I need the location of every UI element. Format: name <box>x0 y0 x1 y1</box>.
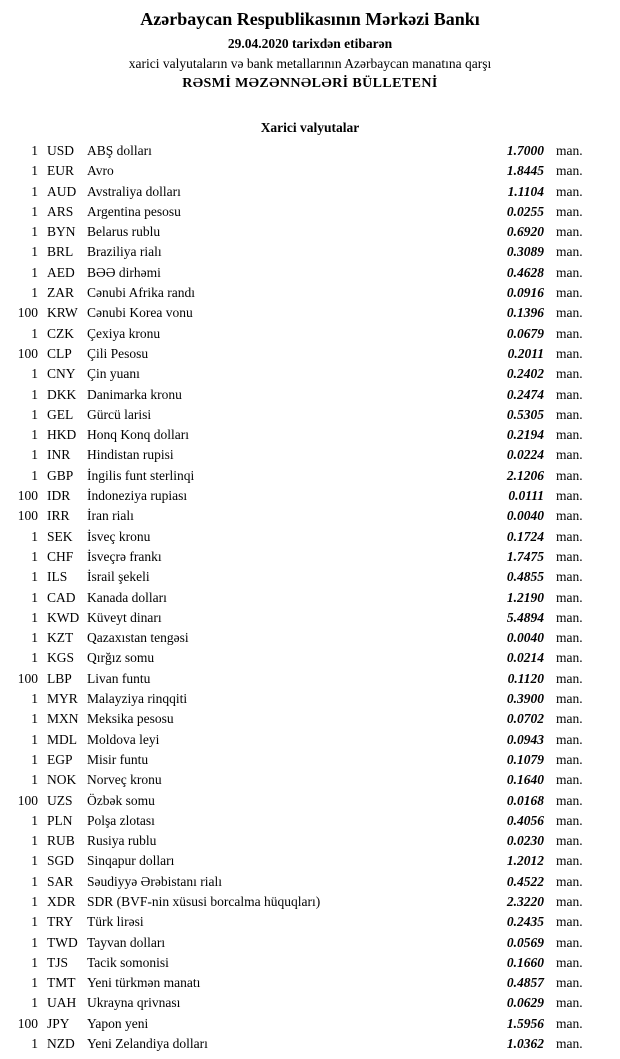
rate-cell: 0.2402 <box>506 366 544 382</box>
quantity-cell: 1 <box>31 264 38 280</box>
currency-name-cell: Çin yuanı <box>87 366 140 382</box>
unit-cell: man. <box>556 975 583 991</box>
unit-cell: man. <box>556 569 583 585</box>
quantity-cell: 1 <box>31 751 38 767</box>
table-row <box>8 326 594 346</box>
unit-cell: man. <box>556 203 583 219</box>
currency-name-cell: Livan funtu <box>87 670 151 686</box>
currency-name-cell: Yeni türkmən manatı <box>87 975 201 991</box>
table-row <box>8 894 594 914</box>
currency-name-cell: Səudiyyə Ərəbistanı rialı <box>87 873 222 889</box>
quantity-cell: 1 <box>31 1036 38 1052</box>
currency-code-cell: AED <box>47 264 75 280</box>
quantity-cell: 100 <box>17 508 38 524</box>
rate-cell: 1.1104 <box>507 183 544 199</box>
currency-code-cell: DKK <box>47 386 77 402</box>
table-row <box>8 955 594 975</box>
currency-name-cell: İndoneziya rupiası <box>87 488 188 504</box>
rate-cell: 1.2190 <box>506 589 544 605</box>
rate-cell: 1.2012 <box>506 853 544 869</box>
unit-cell: man. <box>556 548 583 564</box>
currency-name-cell: Gürcü larisi <box>87 406 152 422</box>
rate-cell: 0.0702 <box>506 711 544 727</box>
unit-cell: man. <box>556 731 583 747</box>
bank-title: Azərbaycan Respublikasının Mərkəzi Bankı <box>140 9 480 29</box>
rate-cell: 1.7475 <box>506 548 544 564</box>
unit-cell: man. <box>556 1015 583 1031</box>
currency-code-cell: IRR <box>47 508 70 524</box>
unit-cell: man. <box>556 873 583 889</box>
currency-name-cell: Meksika pesosu <box>87 711 174 727</box>
unit-cell: man. <box>556 853 583 869</box>
currency-code-cell: SAR <box>47 873 74 889</box>
table-row <box>8 752 594 772</box>
currency-name-cell: Argentina pesosu <box>87 203 181 219</box>
unit-cell: man. <box>556 285 583 301</box>
rate-cell: 0.4628 <box>506 264 544 280</box>
table-row <box>8 691 594 711</box>
quantity-cell: 1 <box>31 731 38 747</box>
currency-code-cell: XDR <box>47 893 76 909</box>
rate-cell: 0.0224 <box>506 447 544 463</box>
quantity-cell: 1 <box>31 812 38 828</box>
table-row <box>8 772 594 792</box>
currency-code-cell: BYN <box>47 224 76 240</box>
currency-code-cell: HKD <box>47 427 77 443</box>
unit-cell: man. <box>556 609 583 625</box>
unit-cell: man. <box>556 488 583 504</box>
currency-code-cell: EGP <box>47 751 73 767</box>
unit-cell: man. <box>556 893 583 909</box>
table-row <box>8 366 594 386</box>
rate-cell: 0.1396 <box>506 305 544 321</box>
currency-code-cell: CNY <box>47 366 76 382</box>
currency-name-cell: Qazaxıstan tengəsi <box>87 630 189 646</box>
currency-code-cell: CAD <box>47 589 76 605</box>
currency-name-cell: Çili Pesosu <box>87 345 149 361</box>
currency-name-cell: Danimarka kronu <box>87 386 182 402</box>
currency-name-cell: Malayziya rinqqiti <box>87 691 188 707</box>
bulletin-title: RƏSMİ MƏZƏNNƏLƏRİ BÜLLETENİ <box>182 76 438 91</box>
currency-name-cell: ABŞ dolları <box>87 143 152 158</box>
quantity-cell: 1 <box>31 406 38 422</box>
quantity-cell: 1 <box>31 589 38 605</box>
currency-name-cell: Qırğız somu <box>87 650 155 666</box>
table-row <box>8 1036 594 1056</box>
unit-cell: man. <box>556 143 583 158</box>
currency-name-cell: Misir funtu <box>87 751 149 767</box>
currency-name-cell: Küveyt dinarı <box>87 609 162 625</box>
quantity-cell: 1 <box>31 447 38 463</box>
quantity-cell: 1 <box>31 386 38 402</box>
rate-cell: 0.3900 <box>506 691 544 707</box>
currency-code-cell: TJS <box>47 954 69 970</box>
currency-name-cell: İsrail şekeli <box>87 569 150 585</box>
rate-cell: 0.4056 <box>506 812 544 828</box>
rate-cell: 0.3089 <box>506 244 544 260</box>
unit-cell: man. <box>556 447 583 463</box>
currency-code-cell: RUB <box>47 833 75 849</box>
currency-code-cell: GBP <box>47 467 74 483</box>
quantity-cell: 1 <box>31 995 38 1011</box>
unit-cell: man. <box>556 528 583 544</box>
unit-cell: man. <box>556 264 583 280</box>
currency-name-cell: Rusiya rublu <box>87 833 157 849</box>
quantity-cell: 1 <box>31 163 38 179</box>
table-row <box>8 407 594 427</box>
table-row <box>8 468 594 488</box>
rate-cell: 0.5305 <box>506 406 544 422</box>
currency-name-cell: BƏƏ dirhəmi <box>87 264 161 280</box>
rate-cell: 0.6920 <box>506 224 544 240</box>
currency-code-cell: KGS <box>47 650 75 666</box>
quantity-cell: 1 <box>31 772 38 788</box>
table-row <box>8 387 594 407</box>
currency-code-cell: UZS <box>47 792 73 808</box>
unit-cell: man. <box>556 934 583 950</box>
currency-name-cell: Moldova leyi <box>87 731 160 747</box>
table-row <box>8 975 594 995</box>
currency-name-cell: Cənubi Korea vonu <box>87 305 193 321</box>
currency-code-cell: TRY <box>47 914 74 930</box>
currency-code-cell: MXN <box>47 711 79 727</box>
unit-cell: man. <box>556 792 583 808</box>
currency-name-cell: Çexiya kronu <box>87 325 161 341</box>
table-row <box>8 305 594 325</box>
rate-cell: 0.1079 <box>506 751 544 767</box>
currency-name-cell: İsveç kronu <box>87 528 151 544</box>
quantity-cell: 1 <box>31 873 38 889</box>
quantity-cell: 1 <box>31 650 38 666</box>
quantity-cell: 1 <box>31 325 38 341</box>
rate-cell: 0.0916 <box>506 285 544 301</box>
currency-code-cell: GEL <box>47 406 74 422</box>
bulletin-subtitle: xarici valyutaların və bank metallarının Azərbaycan manatına qarşı <box>128 56 492 71</box>
table-row <box>8 569 594 589</box>
table-row <box>8 346 594 366</box>
currency-code-cell: JPY <box>47 1015 70 1031</box>
rate-cell: 0.4522 <box>506 873 544 889</box>
quantity-cell: 1 <box>31 224 38 240</box>
rate-cell: 0.2435 <box>506 914 544 930</box>
currency-code-cell: ILS <box>47 569 68 585</box>
unit-cell: man. <box>556 427 583 443</box>
quantity-cell: 1 <box>31 569 38 585</box>
table-row <box>8 224 594 244</box>
table-row <box>8 914 594 934</box>
currency-code-cell: TWD <box>47 934 78 950</box>
quantity-cell: 1 <box>31 711 38 727</box>
unit-cell: man. <box>556 812 583 828</box>
currency-code-cell: TMT <box>47 975 76 991</box>
table-row <box>8 711 594 731</box>
table-row <box>8 833 594 853</box>
quantity-cell: 100 <box>17 792 38 808</box>
unit-cell: man. <box>556 650 583 666</box>
unit-cell: man. <box>556 995 583 1011</box>
currency-name-cell: Tacik somonisi <box>87 954 169 970</box>
currency-code-cell: CLP <box>47 345 72 361</box>
quantity-cell: 1 <box>31 183 38 199</box>
quantity-cell: 1 <box>31 143 38 158</box>
rate-cell: 0.0629 <box>506 995 544 1011</box>
rate-cell: 0.0679 <box>506 325 544 341</box>
unit-cell: man. <box>556 954 583 970</box>
quantity-cell: 1 <box>31 914 38 930</box>
currency-code-cell: SEK <box>47 528 73 544</box>
quantity-cell: 1 <box>31 548 38 564</box>
rate-cell: 0.0111 <box>508 488 544 504</box>
rate-cell: 1.7000 <box>506 143 544 158</box>
rate-cell: 0.2011 <box>507 345 544 361</box>
rate-cell: 0.1724 <box>506 528 544 544</box>
currency-code-cell: CZK <box>47 325 74 341</box>
currency-name-cell: İran rialı <box>87 508 134 524</box>
rate-cell: 1.5956 <box>506 1015 544 1031</box>
table-row <box>8 935 594 955</box>
currency-code-cell: EUR <box>47 163 74 179</box>
quantity-cell: 1 <box>31 853 38 869</box>
currency-name-cell: Sinqapur dolları <box>87 853 175 869</box>
rate-cell: 0.1660 <box>506 954 544 970</box>
rate-cell: 0.2194 <box>506 427 544 443</box>
unit-cell: man. <box>556 183 583 199</box>
rate-cell: 2.3220 <box>506 893 544 909</box>
table-row <box>8 244 594 264</box>
table-row <box>8 143 594 163</box>
currency-code-cell: ZAR <box>47 285 74 301</box>
rate-cell: 0.0230 <box>506 833 544 849</box>
currency-code-cell: CHF <box>47 548 74 564</box>
currency-name-cell: Avstraliya dolları <box>87 183 181 199</box>
currency-name-cell: Honq Konq dolları <box>87 427 189 443</box>
unit-cell: man. <box>556 711 583 727</box>
quantity-cell: 100 <box>17 1015 38 1031</box>
currency-name-cell: İsveçrə frankı <box>87 548 162 564</box>
currency-name-cell: Polşa zlotası <box>87 812 155 828</box>
quantity-cell: 1 <box>31 609 38 625</box>
quantity-cell: 1 <box>31 427 38 443</box>
unit-cell: man. <box>556 305 583 321</box>
table-row <box>8 793 594 813</box>
rate-cell: 0.0214 <box>506 650 544 666</box>
currency-name-cell: Türk lirəsi <box>87 914 144 930</box>
unit-cell: man. <box>556 345 583 361</box>
quantity-cell: 1 <box>31 833 38 849</box>
table-row <box>8 650 594 670</box>
table-row <box>8 163 594 183</box>
table-row <box>8 529 594 549</box>
quantity-cell: 100 <box>17 488 38 504</box>
currency-code-cell: LBP <box>47 670 72 686</box>
unit-cell: man. <box>556 914 583 930</box>
currency-code-cell: UAH <box>47 995 77 1011</box>
quantity-cell: 100 <box>17 670 38 686</box>
currency-code-cell: SGD <box>47 853 75 869</box>
unit-cell: man. <box>556 508 583 524</box>
unit-cell: man. <box>556 224 583 240</box>
quantity-cell: 1 <box>31 630 38 646</box>
rate-cell: 0.0040 <box>506 508 544 524</box>
unit-cell: man. <box>556 467 583 483</box>
quantity-cell: 1 <box>31 203 38 219</box>
currency-name-cell: Braziliya rialı <box>87 244 162 260</box>
unit-cell: man. <box>556 163 583 179</box>
currency-code-cell: PLN <box>47 812 73 828</box>
quantity-cell: 1 <box>31 467 38 483</box>
table-row <box>8 610 594 630</box>
rate-cell: 0.0168 <box>506 792 544 808</box>
unit-cell: man. <box>556 691 583 707</box>
unit-cell: man. <box>556 1036 583 1052</box>
table-row <box>8 630 594 650</box>
table-row <box>8 447 594 467</box>
rate-cell: 0.4855 <box>506 569 544 585</box>
table-row <box>8 427 594 447</box>
rate-cell: 0.0255 <box>506 203 544 219</box>
unit-cell: man. <box>556 772 583 788</box>
rate-cell: 0.0040 <box>506 630 544 646</box>
currency-code-cell: AUD <box>47 183 77 199</box>
document-header <box>0 0 620 93</box>
currency-name-cell: Cənubi Afrika randı <box>87 285 195 301</box>
table-row <box>8 732 594 752</box>
table-row <box>8 995 594 1015</box>
currency-name-cell: Yeni Zelandiya dolları <box>87 1036 208 1052</box>
currency-code-cell: KRW <box>47 305 78 321</box>
currency-name-cell: SDR (BVF-nin xüsusi borcalma hüquqları) <box>87 893 321 909</box>
unit-cell: man. <box>556 833 583 849</box>
quantity-cell: 1 <box>31 954 38 970</box>
unit-cell: man. <box>556 386 583 402</box>
currency-name-cell: Yapon yeni <box>87 1015 149 1031</box>
unit-cell: man. <box>556 406 583 422</box>
currency-code-cell: MYR <box>47 691 78 707</box>
unit-cell: man. <box>556 630 583 646</box>
currency-name-cell: Hindistan rupisi <box>87 447 174 463</box>
rate-cell: 2.1206 <box>506 467 544 483</box>
quantity-cell: 1 <box>31 244 38 260</box>
effective-date-line: 29.04.2020 tarixdən etibarən <box>227 36 393 51</box>
quantity-cell: 100 <box>17 305 38 321</box>
rate-cell: 1.8445 <box>506 163 544 179</box>
table-row <box>8 1016 594 1036</box>
table-row <box>8 874 594 894</box>
quantity-cell: 1 <box>31 366 38 382</box>
currency-code-cell: KWD <box>47 609 80 625</box>
currency-name-cell: Özbək somu <box>87 792 155 808</box>
rate-cell: 0.0569 <box>506 934 544 950</box>
currency-code-cell: IDR <box>47 488 71 504</box>
quantity-cell: 1 <box>31 285 38 301</box>
currency-code-cell: NZD <box>47 1036 75 1052</box>
rate-cell: 0.2474 <box>506 386 544 402</box>
unit-cell: man. <box>556 325 583 341</box>
currency-name-cell: İngilis funt sterlinqi <box>87 467 195 483</box>
unit-cell: man. <box>556 670 583 686</box>
rate-cell: 0.0943 <box>506 731 544 747</box>
unit-cell: man. <box>556 366 583 382</box>
currency-code-cell: USD <box>47 143 75 158</box>
quantity-cell: 1 <box>31 893 38 909</box>
quantity-cell: 1 <box>31 691 38 707</box>
unit-cell: man. <box>556 244 583 260</box>
table-row <box>8 184 594 204</box>
table-row <box>8 265 594 285</box>
unit-cell: man. <box>556 751 583 767</box>
rate-cell: 0.1640 <box>506 772 544 788</box>
section-title-foreign-currencies: Xarici valyutalar <box>260 120 360 135</box>
table-row <box>8 204 594 224</box>
currency-code-cell: NOK <box>47 772 77 788</box>
currency-name-cell: Ukrayna qrivnası <box>87 995 181 1011</box>
currency-name-cell: Tayvan dolları <box>87 934 166 950</box>
table-row <box>8 549 594 569</box>
table-row <box>8 671 594 691</box>
currency-code-cell: ARS <box>47 203 74 219</box>
currency-name-cell: Norveç kronu <box>87 772 162 788</box>
rate-cell: 5.4894 <box>506 609 544 625</box>
unit-cell: man. <box>556 589 583 605</box>
table-row <box>8 285 594 305</box>
rate-cell: 0.4857 <box>506 975 544 991</box>
quantity-cell: 1 <box>31 975 38 991</box>
quantity-cell: 1 <box>31 934 38 950</box>
currency-table <box>0 143 620 1056</box>
currency-name-cell: Avro <box>87 163 114 179</box>
currency-code-cell: INR <box>47 447 71 463</box>
currency-name-cell: Kanada dolları <box>87 589 167 605</box>
currency-code-cell: BRL <box>47 244 74 260</box>
quantity-cell: 1 <box>31 528 38 544</box>
table-row <box>8 853 594 873</box>
quantity-cell: 100 <box>17 345 38 361</box>
rate-cell: 1.0362 <box>506 1036 544 1052</box>
table-row <box>8 813 594 833</box>
table-row <box>8 508 594 528</box>
rate-cell: 0.1120 <box>507 670 544 686</box>
currency-name-cell: Belarus rublu <box>87 224 161 240</box>
table-row <box>8 488 594 508</box>
currency-code-cell: KZT <box>47 630 74 646</box>
table-row <box>8 590 594 610</box>
currency-code-cell: MDL <box>47 731 77 747</box>
